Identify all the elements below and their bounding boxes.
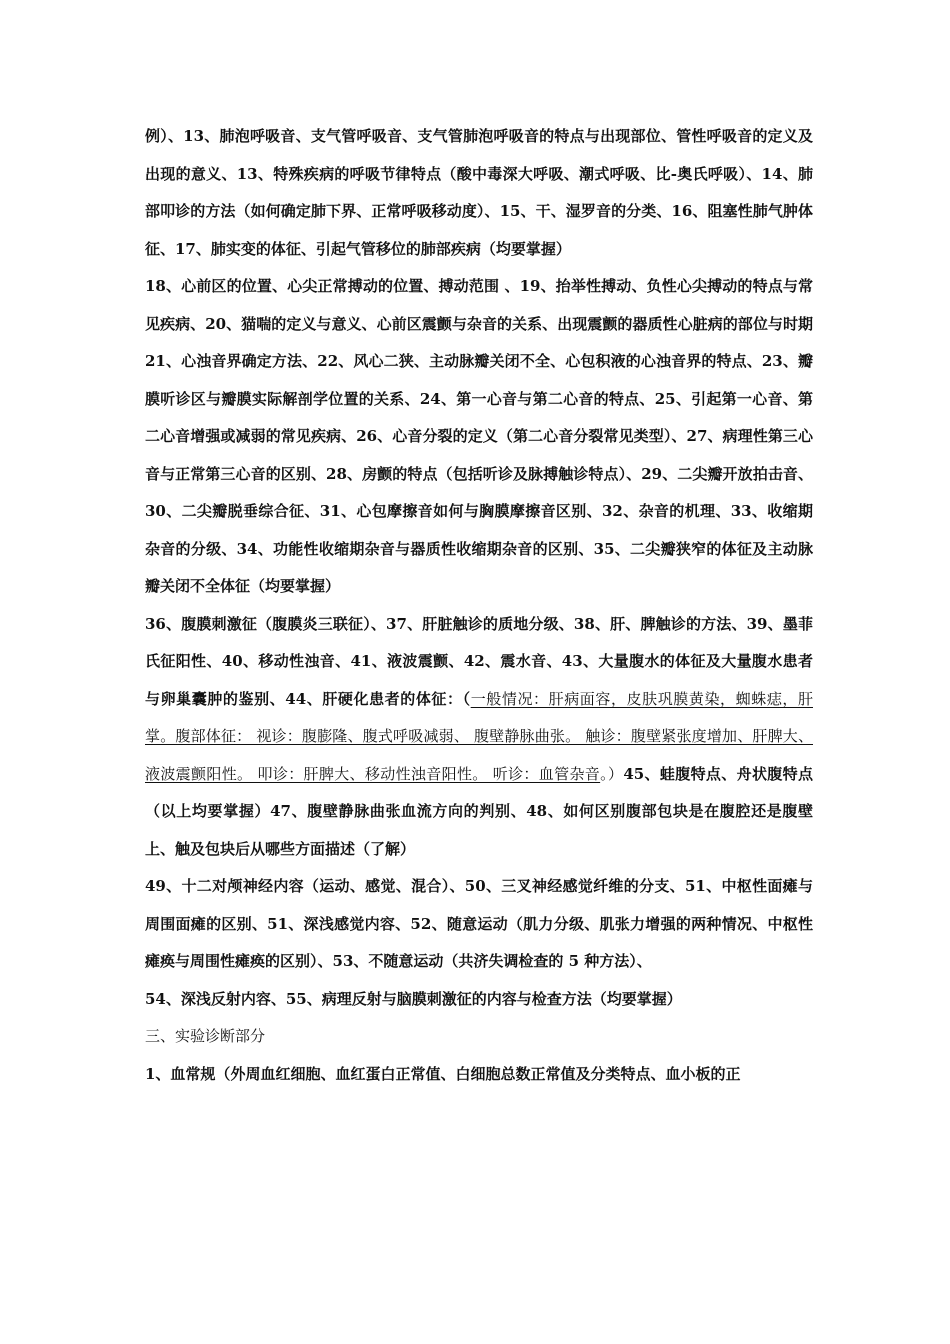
paragraph-nerve-exam: 49、十二对颅神经内容（运动、感觉、混合）、50、三叉神经感觉纤维的分支、51、中枢性面瘫与周围面瘫的区别、51、深浅感觉内容、52、随意运动（肌力分级、肌张力增强的两种情况、中枢性瘫痪与周围性瘫痪的区别）、53、不随意运动（共济失调检查的 5 种方法）、: [145, 877, 813, 970]
paragraph-abdomen-exam: [145, 606, 813, 869]
document-page: [145, 118, 813, 1093]
abdomen-text-start: 36、腹膜刺激征（腹膜炎三联征）、37、肝脏触诊的质地分级、38、肝、脾触诊的方法、39、墨菲氏征阳性、40、移动性浊音、41、液波震颤、42、震水音、43、大量腹水的体征及大量腹水患者与卵巢囊肿的鉴别、44、肝硬化患者的体征：（: [145, 614, 813, 708]
paragraph-reflex-exam: 54、深浅反射内容、55、病理反射与脑膜刺激征的内容与检查方法（均要掌握）: [145, 989, 682, 1008]
cirrhosis-signs-underlined: 一般情况：肝病面容，皮肤巩膜黄染，蜘蛛痣，肝掌。腹部体征： 视诊：腹膨隆、腹式呼吸减弱、 腹壁静脉曲张。 触诊：腹壁紧张度增加、肝脾大、 液波震颤阳性。 叩诊：肝脾大、移动性浊音阳性。 听诊：血管杂音: [145, 689, 813, 783]
abdomen-text-end: 45、蛙腹特点、舟状腹特点（以上均要掌握）47、腹壁静脉曲张血流方向的判别、48、如何区别腹部包块是在腹腔还是腹壁上、触及包块后从哪些方面描述（了解）: [145, 764, 813, 858]
paragraph-lung-exam: 例）、13、肺泡呼吸音、支气管呼吸音、支气管肺泡呼吸音的特点与出现部位、管性呼吸音的定义及出现的意义、13、特殊疾病的呼吸节律特点（酸中毒深大呼吸、潮式呼吸、比-奥氏呼吸）、14、肺部叩诊的方法（如何确定肺下界、正常呼吸移动度）、15、干、湿罗音的分类、16、阻塞性肺气肿体征、17、肺实变的体征、引起气管移位的肺部疾病（均要掌握）: [145, 127, 813, 258]
paragraph-blood-routine: 1、血常规（外周血红细胞、血红蛋白正常值、白细胞总数正常值及分类特点、血小板的正: [145, 1064, 741, 1083]
abdomen-text-close: 。）: [600, 764, 624, 783]
paragraph-heart-exam: 18、心前区的位置、心尖正常搏动的位置、搏动范围 、19、抬举性搏动、负性心尖搏动的特点与常见疾病、20、猫喘的定义与意义、心前区震颤与杂音的关系、出现震颤的器质性心脏病的部位与时期 21、心浊音界确定方法、22、风心二狭、主动脉瓣关闭不全、心包积液的心浊音界的特点、23、瓣膜听诊区与瓣膜实际解剖学位置的关系、24、第一心音与第二心音的特点、25、引起第一心音、第二心音增强或减弱的常见疾病、26、心音分裂的定义（第二心音分裂常见类型）、27、病理性第三心音与正常第三心音的区别、28、房颤的特点（包括听诊及脉搏触诊特点）、29、二尖瓣开放拍击音、30、二尖瓣脱垂综合征、31、心包摩擦音如何与胸膜摩擦音区别、32、杂音的机理、33、收缩期杂音的分级、34、功能性收缩期杂音与器质性收缩期杂音的区别、35、二尖瓣狭窄的体征及主动脉瓣关闭不全体征（均要掌握）: [145, 277, 813, 595]
section-heading-lab-diagnosis: 三、实验诊断部分: [145, 1027, 266, 1045]
